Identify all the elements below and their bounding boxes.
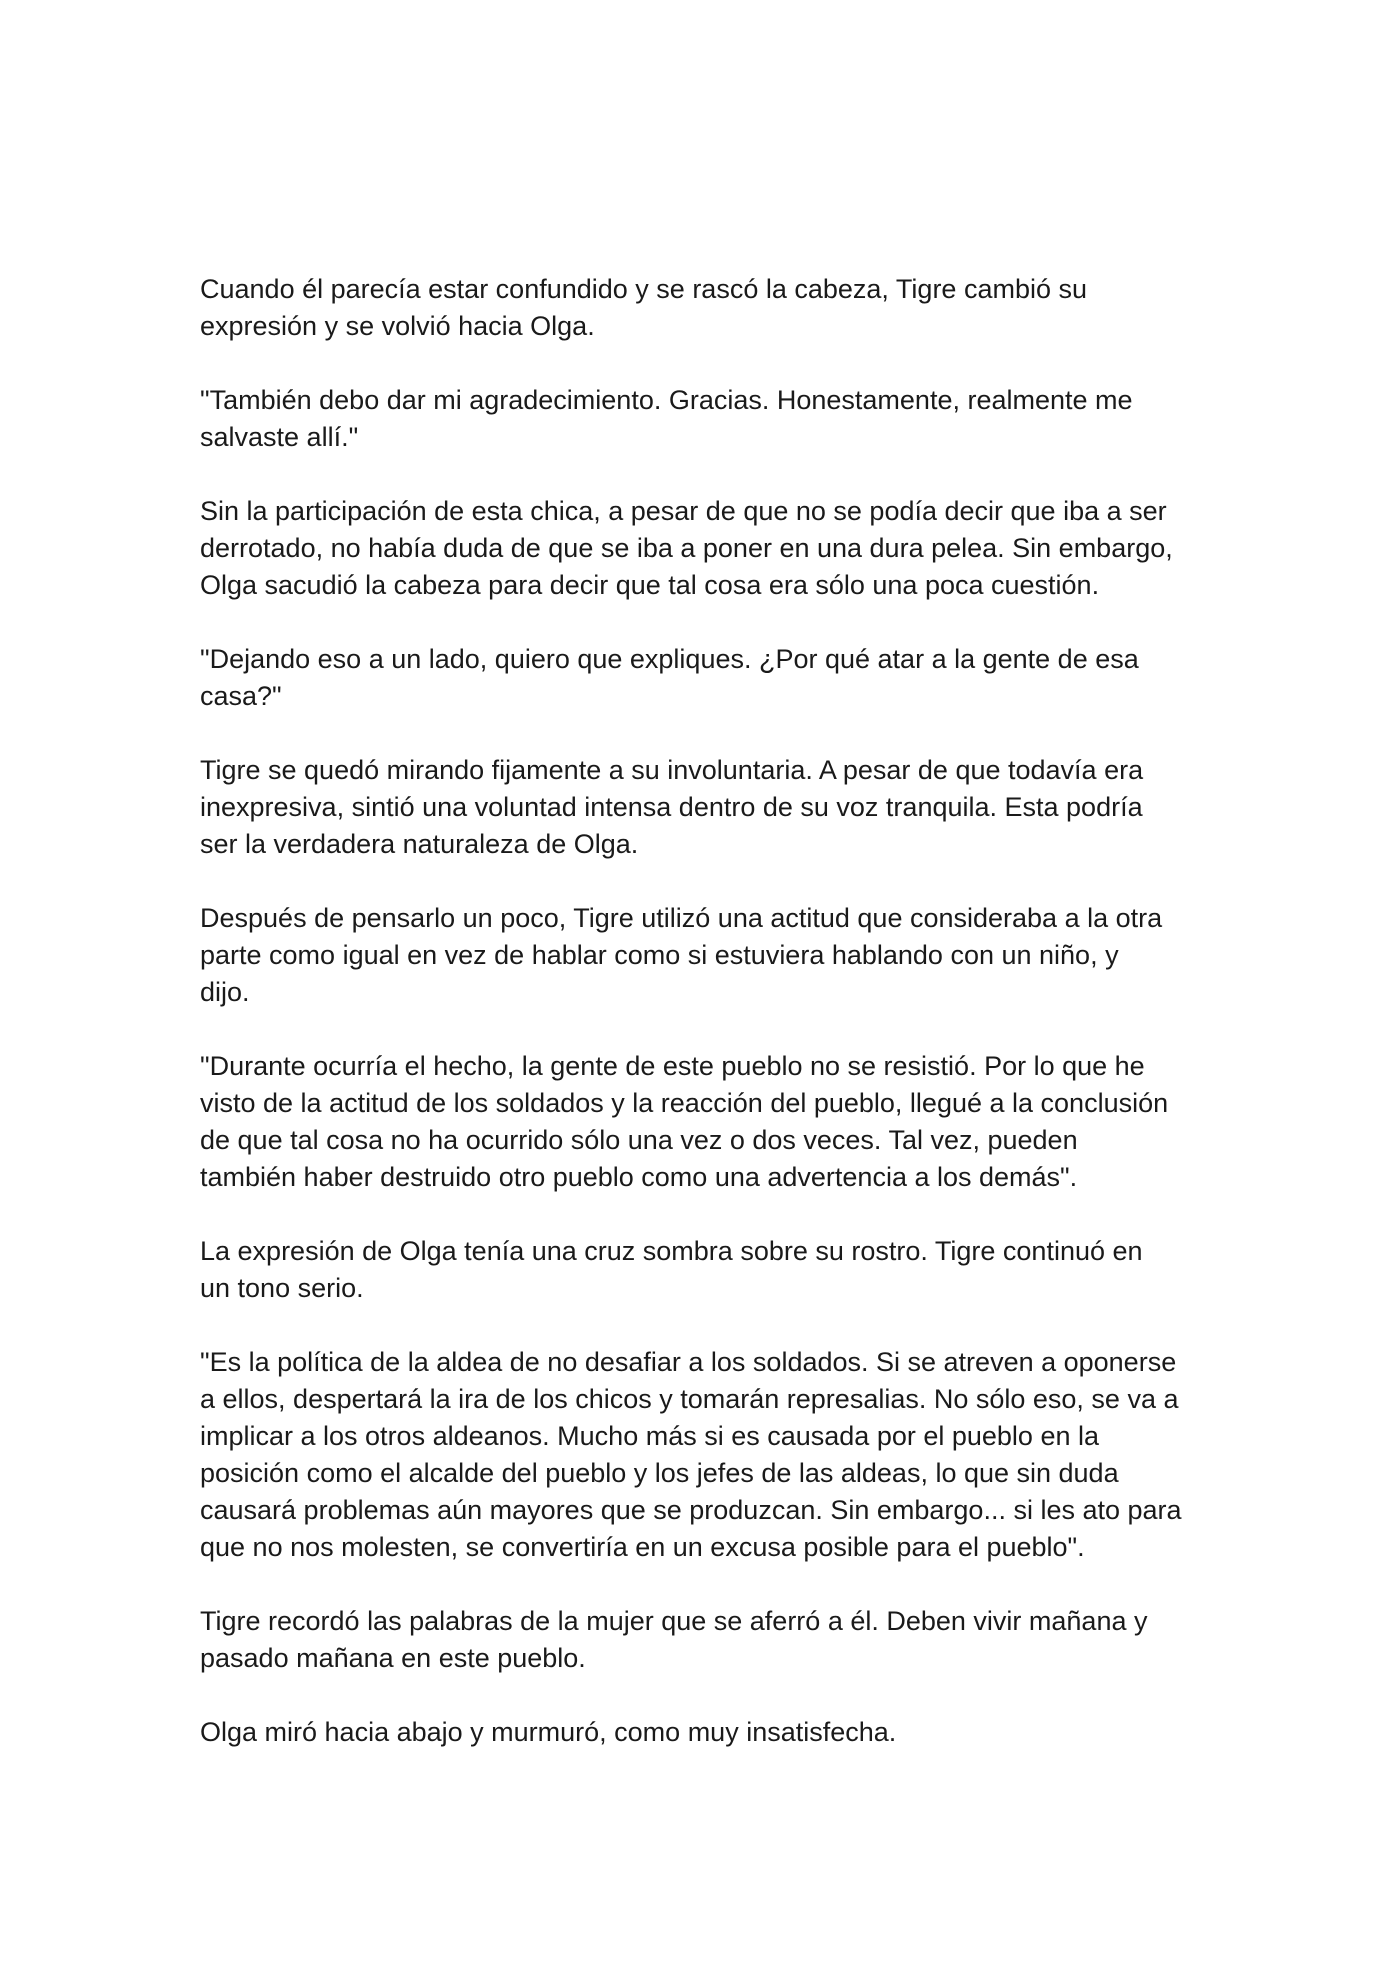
paragraph-6: Después de pensarlo un poco, Tigre utilizó una actitud que consideraba a la otra parte como igual en vez de hablar como si estuviera hablando con un niño, y dijo.: [200, 903, 1163, 1007]
paragraph-4: "Dejando eso a un lado, quiero que expliques. ¿Por qué atar a la gente de esa casa?": [200, 644, 1139, 711]
paragraph-1: Cuando él parecía estar confundido y se rascó la cabeza, Tigre cambió su expresión y se volvió hacia Olga.: [200, 274, 1088, 341]
document-body: [200, 271, 1210, 1751]
paragraph-11: Olga miró hacia abajo y murmuró, como muy insatisfecha.: [200, 1717, 897, 1747]
paragraph-3: Sin la participación de esta chica, a pesar de que no se podía decir que iba a ser derrotado, no había duda de que se iba a poner en una dura pelea. Sin embargo, Olga sacudió la cabeza para decir que tal cosa era sólo una poca cuestión.: [200, 496, 1173, 600]
paragraph-9: "Es la política de la aldea de no desafiar a los soldados. Si se atreven a oponerse a ellos, despertará la ira de los chicos y tomarán represalias. No sólo eso, se va a implicar a los otros aldeanos. Mucho más si es causada por el pueblo en la posición como el alcalde del pueblo y los jefes de las aldeas, lo que sin duda causará problemas aún mayores que se produzcan. Sin embargo... si les ato para que no nos molesten, se convertiría en un excusa posible para el pueblo".: [200, 1347, 1182, 1562]
paragraph-10: Tigre recordó las palabras de la mujer que se aferró a él. Deben vivir mañana y pasado mañana en este pueblo.: [200, 1606, 1148, 1673]
paragraph-2: "También debo dar mi agradecimiento. Gracias. Honestamente, realmente me salvaste allí.": [200, 385, 1133, 452]
paragraph-5: Tigre se quedó mirando fijamente a su involuntaria. A pesar de que todavía era inexpresiva, sintió una voluntad intensa dentro de su voz tranquila. Esta podría ser la verdadera naturaleza de Olga.: [200, 755, 1144, 859]
paragraph-8: La expresión de Olga tenía una cruz sombra sobre su rostro. Tigre continuó en un tono serio.: [200, 1236, 1143, 1303]
paragraph-7: "Durante ocurría el hecho, la gente de este pueblo no se resistió. Por lo que he visto de la actitud de los soldados y la reacción del pueblo, llegué a la conclusión de que tal cosa no ha ocurrido sólo una vez o dos veces. Tal vez, pueden también haber destruido otro pueblo como una advertencia a los demás".: [200, 1051, 1169, 1192]
